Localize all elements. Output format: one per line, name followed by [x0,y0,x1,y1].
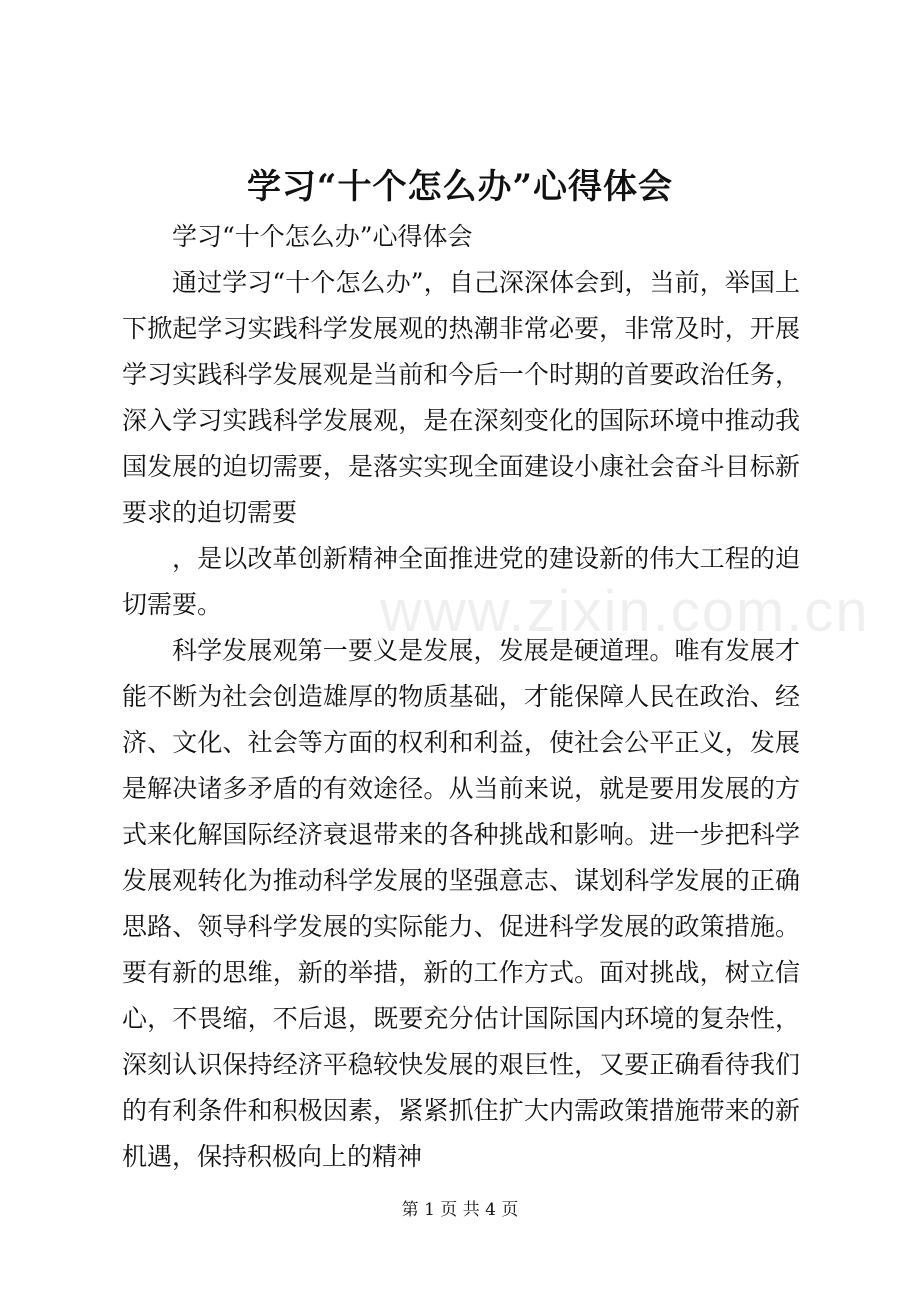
watermark-text: www.zixin.com.cn [380,579,870,644]
paragraph-continuation: ，是以改革创新精神全面推进党的建设新的伟大工程的迫切需要。 [122,544,800,619]
paragraph-development: 科学发展观第一要义是发展，发展是硬道理。唯有发展才能不断为社会创造雄厚的物质基础，才能保障人民在政治、经济、文化、社会等方面的权利和利益，使社会公平正义，发展是解决诸多矛盾的有效途径。从当前来说，就是要用发展的方式来化解国际经济衰退带来的各种挑战和影响。进一步把科学发展观转化为推动科学发展的坚强意志、谋划科学发展的正确思路、领导科学发展的实际能力、促进科学发展的政策措施。要有新的思维，新的举措，新的工作方式。面对挑战，树立信心，不畏缩，不后退，既要充分估计国际国内环境的复杂性，深刻认识保持经济平稳较快发展的艰巨性，又要正确看待我们的有利条件和积极因素，紧紧抓住扩大内需政策措施带来的新机遇，保持积极向上的精神 [122,636,800,1171]
document-title: 学习“十个怎么办”心得体会 [246,167,674,207]
paragraph-subtitle: 学习“十个怎么办”心得体会 [172,222,473,251]
document-body [122,214,800,1180]
page-number-footer: 第 1 页 共 4 页 [401,1200,519,1220]
paragraph-intro: 通过学习“十个怎么办”，自己深深体会到，当前，举国上下掀起学习实践科学发展观的热潮非常必要，非常及时，开展学习实践科学发展观是当前和今后一个时期的首要政治任务，深入学习实践科学发展观，是在深刻变化的国际环境中推动我国发展的迫切需要，是落实实现全面建设小康社会奋斗目标新要求的迫切需要 [122,268,800,527]
